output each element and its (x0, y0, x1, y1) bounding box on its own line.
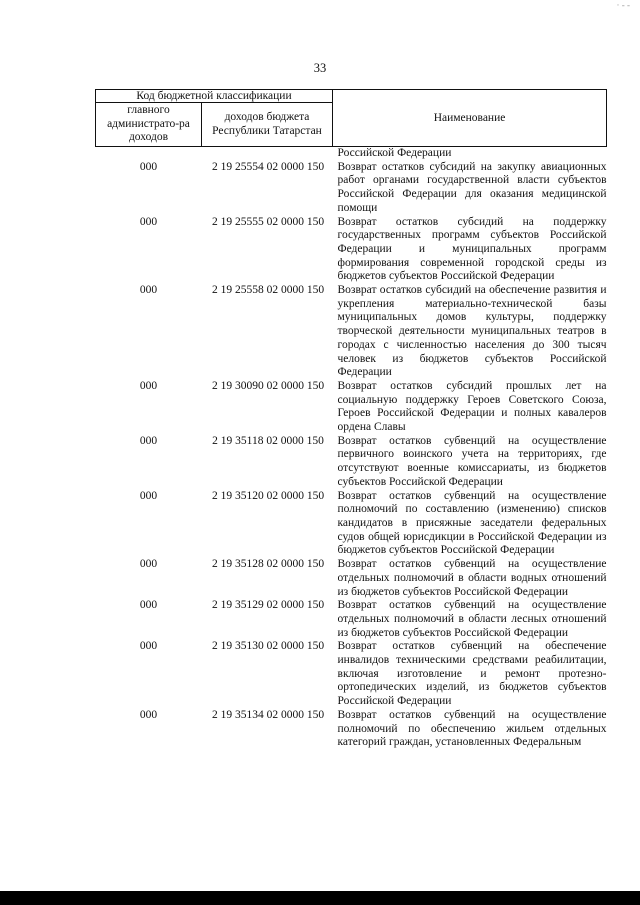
table-header (96, 90, 607, 147)
cell-revenue-code: 2 19 30090 02 0000 150 (211, 379, 325, 392)
cell-name: Возврат остатков субвенций на осуществление первичного воинского учета на территориях, где отсутствуют военные комиссариаты, из бюджетов субъектов Российской Федерации (337, 434, 607, 488)
cell-name: Возврат остатков субвенций на осуществление полномочий по составлению (изменению) списков кандидатов в присяжные заседатели федеральных судов общей юрисдикции в Российской Федерации из бюджетов субъектов Российской Федерации (337, 489, 607, 557)
table-row (96, 435, 607, 490)
header-budget-classification-code: Код бюджетной классификации (96, 90, 333, 103)
cell-name: Возврат остатков субвенций на осуществление отдельных полномочий в области водных отношений из бюджетов субъектов Российской Федерации (337, 558, 607, 598)
table-row (96, 709, 607, 750)
cell-revenue-code: 2 19 35134 02 0000 150 (211, 708, 325, 721)
table-row (96, 216, 607, 285)
cell-name: Возврат остатков субсидий прошлых лет на социальную поддержку Героев Советского Союза, Героев Российской Федерации и полных кавалеров ордена Славы (337, 379, 607, 434)
cell-name: Возврат остатков субсидий на обеспечение развития и укрепления материально-технической базы муниципальных домов культуры, поддержку творческой деятельности муниципальных театров в городах с численностью населения до 300 тысяч человек из бюджетов субъектов Российской Федерации (337, 284, 607, 379)
table-row (96, 599, 607, 640)
cell-revenue-code: 2 19 25554 02 0000 150 (211, 160, 325, 173)
table-row-continuation (96, 147, 607, 161)
page-number: 33 (313, 61, 327, 75)
scan-bottom-border (0, 891, 640, 905)
cell-admin-code: 000 (139, 640, 158, 653)
header-budget-revenue-code: доходов бюджета Республики Татарстан (202, 103, 333, 147)
cell-name: Возврат остатков субсидий на поддержку государственных программ субъектов Российской Федерации и муниципальных программ формирования современной городской среды из бюджетов субъектов Российской Федерации (337, 215, 607, 283)
table-row (96, 490, 607, 559)
cell-admin-code: 000 (139, 160, 158, 173)
cell-admin-code: 000 (139, 599, 158, 612)
cell-admin-code: 000 (139, 708, 158, 721)
cell-revenue-code: 2 19 35129 02 0000 150 (211, 599, 325, 612)
table-row (96, 380, 607, 435)
cell-revenue-code: 2 19 25558 02 0000 150 (211, 284, 325, 297)
cell-revenue-code: 2 19 35120 02 0000 150 (211, 489, 325, 502)
header-name: Наименование (333, 90, 607, 147)
header-main-administrator: главного администрато-ра доходов (96, 103, 202, 147)
cell-name: Возврат остатков субсидий на закупку авиационных работ органами государственной власти субъектов Российской Федерации для оказания медицинской помощи (337, 160, 607, 214)
cell-admin-code: 000 (139, 434, 158, 447)
cell-revenue-code: 2 19 25555 02 0000 150 (211, 215, 325, 228)
cell-admin-code: 000 (139, 489, 158, 502)
cell-admin-code: 000 (139, 379, 158, 392)
table-body (96, 147, 607, 750)
cell-name-continuation: Российской Федерации (337, 147, 452, 159)
table-row (96, 284, 607, 380)
cell-admin-code: 000 (139, 215, 158, 228)
cell-revenue-code: 2 19 35130 02 0000 150 (211, 640, 325, 653)
table-row (96, 558, 607, 599)
corner-scan-mark: · - - (616, 0, 630, 10)
table-row (96, 161, 607, 216)
cell-admin-code: 000 (139, 284, 158, 297)
table-row (96, 640, 607, 709)
cell-revenue-code: 2 19 35128 02 0000 150 (211, 558, 325, 571)
cell-name: Возврат остатков субвенций на осуществление полномочий по обеспечению жильем отдельных категорий граждан, установленных Федеральным (337, 708, 607, 749)
cell-name: Возврат остатков субвенций на осуществление отдельных полномочий в области лесных отношений из бюджетов субъектов Российской Федерации (337, 599, 607, 639)
cell-revenue-code: 2 19 35118 02 0000 150 (212, 434, 324, 447)
budget-classification-table (95, 89, 607, 750)
cell-name: Возврат остатков субвенций на обеспечение инвалидов техническими средствами реабилитации, включая изготовление и ремонт протезно-ортопедических изделий, из бюджетов субъектов Российской Федерации (337, 640, 607, 708)
cell-admin-code: 000 (139, 558, 158, 571)
